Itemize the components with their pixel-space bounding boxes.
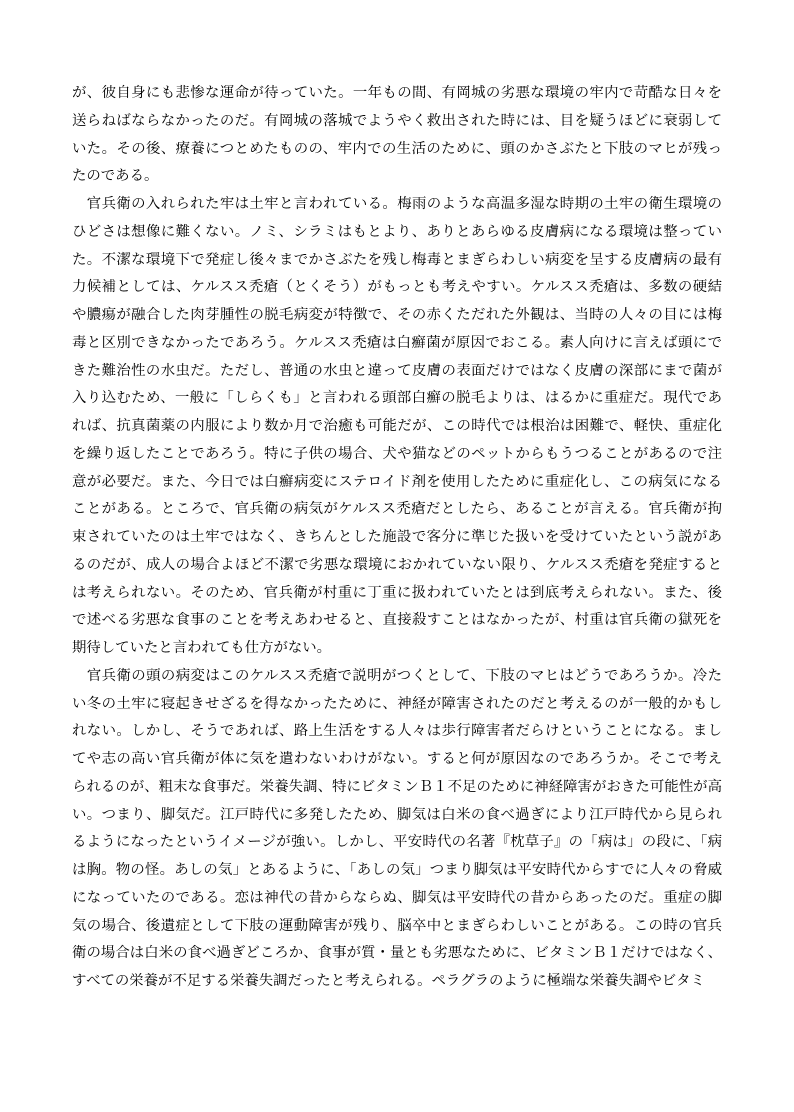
text-line: いた。その後、療養につとめたものの、牢内での生活のために、頭のかさぶたと下肢のマヒが残っ	[72, 140, 722, 157]
text-line: ことがある。ところで、官兵衛の病気がケルスス禿瘡だとしたら、あることが言える。官兵衛が拘	[72, 501, 722, 518]
text-line: 気の場合、後遺症として下肢の運動障害が残り、脳卒中とまぎらわしいことがある。この時の官兵	[72, 917, 722, 934]
paragraph	[72, 80, 722, 191]
text-line: 意が必要だ。また、今日では白癬病変にステロイド剤を使用したために重症化し、この病気になる	[72, 473, 722, 490]
text-line: すべての栄養が不足する栄養失調だったと考えられる。ペラグラのように極端な栄養失調やビタミ	[72, 973, 705, 989]
text-line: た。不潔な環境下で発症し後々までかさぶたを残し梅毒とまぎらわしい病変を呈する皮膚病の最有	[72, 251, 722, 268]
text-line: い冬の土牢に寝起きせざるを得なかったために、神経が障害されたのだと考えるのが一般的かもし	[72, 695, 722, 712]
text-line: 衛の場合は白米の食べ過ぎどころか、食事が質・量とも劣悪なために、ビタミンＢ１だけではなく、	[72, 945, 722, 962]
text-line: ひどさは想像に難くない。ノミ、シラミはもとより、ありとあらゆる皮膚病になる環境は整ってい	[72, 223, 722, 240]
text-line: れない。しかし、そうであれば、路上生活をする人々は歩行障害者だらけということになる。まし	[72, 723, 722, 740]
text-line: や膿瘍が融合した肉芽腫性の脱毛病変が特徴で、その赤くただれた外観は、当時の人々の目には梅	[72, 307, 722, 323]
text-line: てや志の高い官兵衛が体に気を遣わないわけがない。すると何が原因なのであろうか。そこで考え	[72, 751, 722, 767]
text-line: きた難治性の水虫だ。ただし、普通の水虫と違って皮膚の表面だけではなく皮膚の深部にまで菌が	[72, 362, 722, 379]
text-line: を繰り返したことであろう。特に子供の場合、犬や猫などのペットからもうつることがあるので注	[72, 445, 722, 462]
text-line: 送らねばならなかったのだ。有岡城の落城でようやく救出された時には、目を疑うほどに衰弱して	[72, 112, 722, 129]
text-line: るようになったというイメージが強い。しかし、平安時代の名著『枕草子』の「病は」の段に、「病	[72, 834, 722, 851]
text-line: になっていたのである。恋は神代の昔からならぬ、脚気は平安時代の昔からあったのだ。重症の脚	[72, 889, 722, 906]
text-line: で述べる劣悪な食事のことを考えあわせると、直接殺すことはなかったが、村重は官兵衛の獄死を	[72, 612, 722, 629]
paragraph	[72, 191, 722, 663]
text-line: れば、抗真菌薬の内服により数か月で治癒も可能だが、この時代では根治は困難で、軽快、重症化	[72, 418, 722, 434]
text-line: 入り込むため、一般に「しらくも」と言われる頭部白癬の脱毛よりは、はるかに重症だ。現代であ	[72, 390, 722, 407]
text-line: 力候補としては、ケルスス禿瘡（とくそう）がもっとも考えやすい。ケルスス禿瘡は、多数の硬結	[72, 279, 722, 296]
text-line: 期待していたと言われても仕方がない。	[72, 640, 332, 656]
text-line: 官兵衛の頭の病変はこのケルスス禿瘡で説明がつくとして、下肢のマヒはどうであろうか。冷た	[72, 667, 722, 684]
paragraph	[72, 663, 722, 996]
text-line: たのである。	[72, 168, 159, 185]
text-line: られるのが、粗末な食事だ。栄養失調、特にビタミンＢ１不足のために神経障害がおきた可能性が高	[72, 778, 722, 795]
body-text	[72, 80, 722, 996]
text-line: 毒と区別できなかったであろう。ケルスス禿瘡は白癬菌が原因でおこる。素人向けに言えば頭にで	[72, 334, 722, 351]
text-line: るのだが、成人の場合よほど不潔で劣悪な環境におかれていない限り、ケルスス禿瘡を発症すると	[72, 556, 722, 573]
text-line: は考えられない。そのため、官兵衛が村重に丁重に扱われていたとは到底考えられない。また、後	[72, 584, 722, 601]
text-line: が、彼自身にも悲惨な運命が待っていた。一年もの間、有岡城の劣悪な環境の牢内で苛酷な日々を	[72, 85, 722, 101]
text-line: 束されていたのは土牢ではなく、きちんとした施設で客分に準じた扱いを受けていたという説があ	[72, 529, 722, 545]
text-line: 官兵衛の入れられた牢は土牢と言われている。梅雨のような高温多湿な時期の土牢の衛生環境の	[72, 196, 722, 212]
text-line: は胸。物の怪。あしの気」とあるように、「あしの気」つまり脚気は平安時代からすでに人々の脅威	[72, 862, 722, 878]
text-line: い。つまり、脚気だ。江戸時代に多発したため、脚気は白米の食べ過ぎにより江戸時代から見られ	[72, 806, 722, 823]
